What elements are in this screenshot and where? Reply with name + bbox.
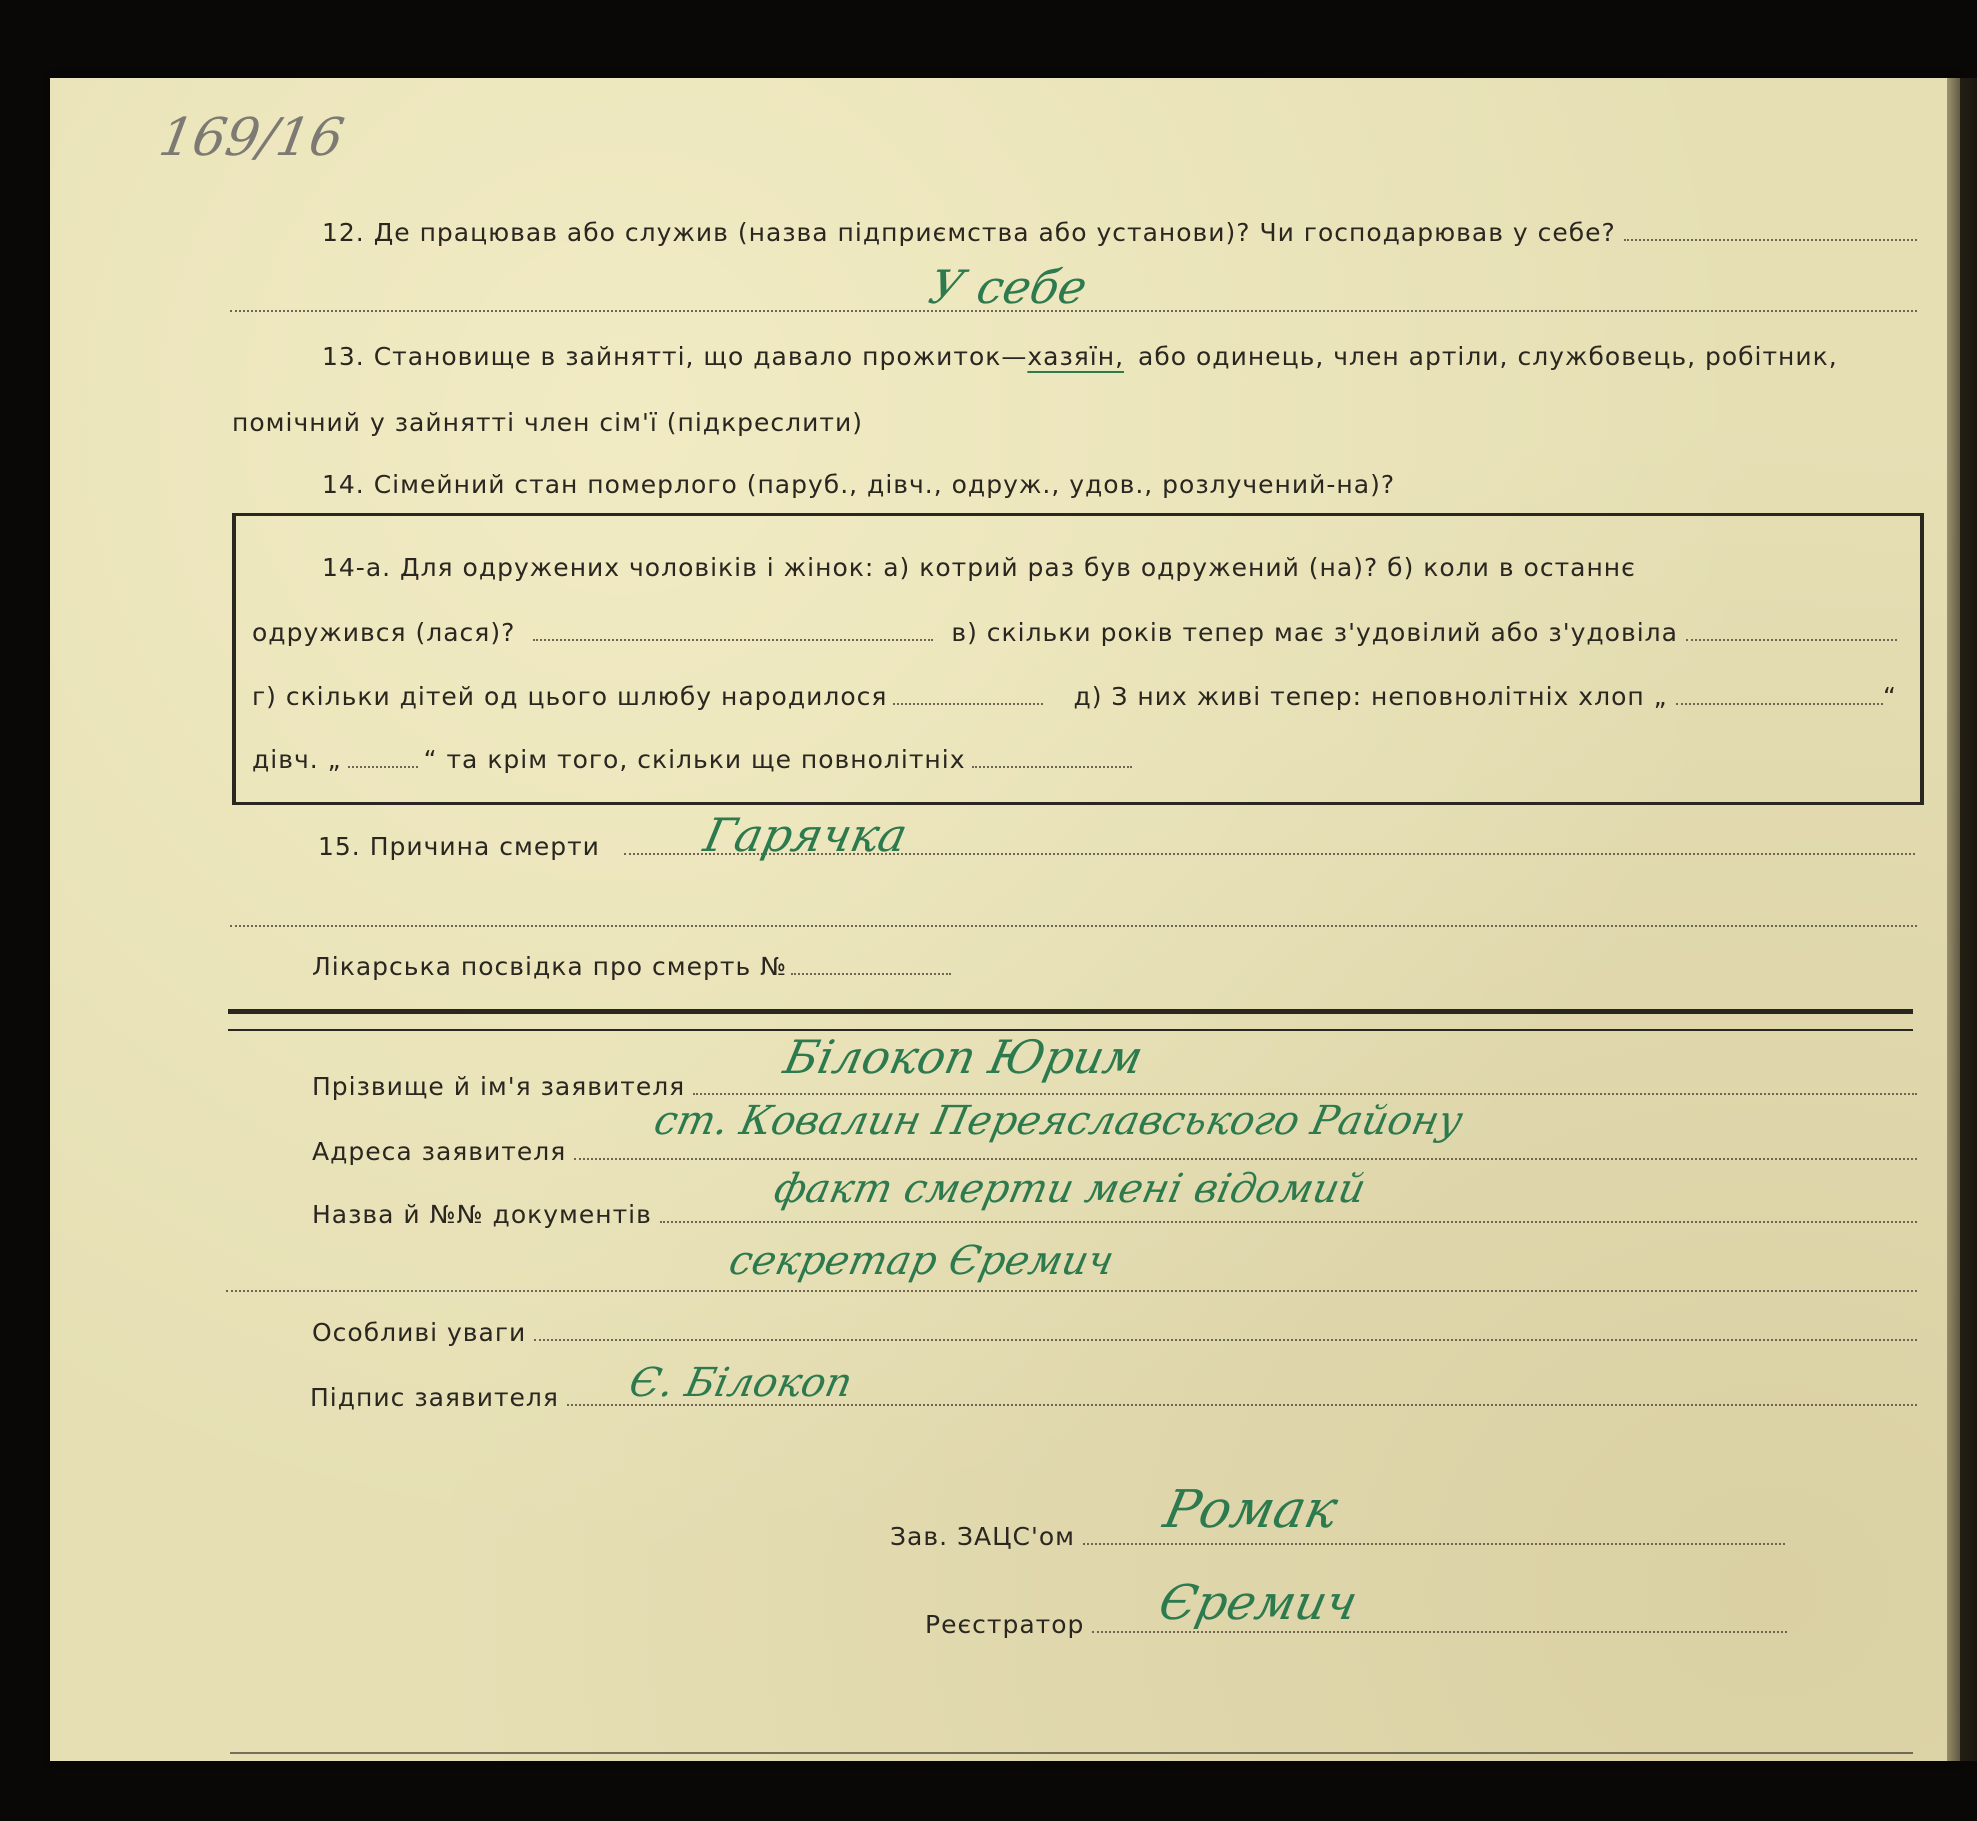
q14a-line2 — [252, 618, 1897, 647]
applicant-address-line — [574, 1158, 1917, 1160]
q14a-text-line4a: дівч. „ — [252, 745, 342, 774]
q12-answer: У себе — [924, 260, 1092, 314]
applicant-address-label: Адреса заявителя — [312, 1137, 567, 1166]
applicant-address-value: ст. Ковалин Переяславського Району — [650, 1098, 1467, 1144]
q14a-line2-blank1 — [533, 639, 933, 641]
q14a-line3-blank1 — [893, 703, 1043, 705]
medical-number-blank — [791, 973, 951, 975]
applicant-surname-line — [693, 1093, 1917, 1095]
registrar-signature: Єремич — [1154, 1575, 1363, 1631]
q14a-text-line3b: д) З них живі тепер: неповнолітніх хлоп „ — [1073, 682, 1668, 711]
q14a-text-line1: 14-а. Для одружених чоловіків і жінок: а) котрий раз був одружений (на)? б) коли в останнє — [322, 553, 1636, 582]
q14a-text-line3c: “ — [1883, 682, 1897, 711]
section-divider-thick — [228, 1009, 1913, 1014]
applicant-notes-line — [534, 1339, 1917, 1341]
q14a-line1 — [322, 553, 1636, 582]
applicant-signature-row — [310, 1383, 1917, 1412]
q15-row — [318, 832, 1915, 861]
applicant-docs-value-line1: факт смерти мені відомий — [770, 1166, 1370, 1212]
q13-text-line2: помічний у зайнятті член сім'ї (підкреслити) — [232, 408, 863, 437]
q14a-text-line2a: одружився (лася)? — [252, 618, 516, 647]
medical-label: Лікарська посвідка про смерть № — [312, 952, 788, 981]
applicant-signature-value: Є. Білокоп — [625, 1360, 857, 1406]
applicant-notes-label: Особливі уваги — [312, 1318, 527, 1347]
registrar-label: Реєстратор — [925, 1610, 1085, 1639]
q14a-line2-blank2 — [1686, 639, 1897, 641]
q14a-line4-blank1 — [348, 766, 418, 768]
q15-label: 15. Причина смерти — [318, 832, 600, 861]
q13-underlined-option: хазяїн, — [1027, 342, 1125, 371]
q14-question: 14. Сімейний стан померлого (паруб., дівч., одруж., удов., розлучений-на)? — [322, 470, 1396, 499]
q14a-text-line3a: г) скільки дітей од цього шлюбу народилося — [252, 682, 888, 711]
registrar-signature-line — [1092, 1631, 1787, 1633]
q15-answer: Гарячка — [699, 808, 913, 862]
q12-question: 12. Де працював або служив (назва підприємства або установи)? Чи господарював у себе? — [322, 218, 1616, 247]
q13-text-a: 13. Становище в зайнятті, що давало прожиток— — [322, 342, 1028, 371]
q14-row — [322, 470, 1395, 499]
registrar-row — [925, 1610, 1787, 1639]
head-row — [890, 1522, 1785, 1551]
q14a-text-line4b: “ та крім того, скільки ще повнолітніх — [423, 745, 966, 774]
bottom-rule — [230, 1752, 1913, 1754]
page-edge-shadow — [1947, 78, 1977, 1761]
head-signature: Ромак — [1158, 1480, 1343, 1540]
q13-line2 — [232, 408, 863, 437]
q12-row — [322, 218, 1917, 247]
applicant-signature-label: Підпис заявителя — [310, 1383, 559, 1412]
head-label: Зав. ЗАЦС'ом — [890, 1522, 1075, 1551]
applicant-docs-line — [660, 1221, 1917, 1223]
q14a-line3-blank2 — [1676, 703, 1883, 705]
applicant-notes-row — [312, 1318, 1917, 1347]
q13-text-b: або одинець, член артіли, службовець, робітник, — [1138, 342, 1838, 371]
medical-row — [312, 952, 951, 981]
form-page — [50, 78, 1960, 1761]
applicant-docs-label: Назва й №№ документів — [312, 1200, 652, 1229]
q15-second-line — [230, 925, 1917, 927]
archive-number: 169/16 — [154, 108, 349, 168]
q12-dotted-line — [1624, 239, 1917, 241]
applicant-docs-second-line — [226, 1290, 1917, 1292]
q14a-text-line2b: в) скільки років тепер має з'удовілий або з'удовіла — [951, 618, 1678, 647]
q13-line1 — [322, 342, 1838, 371]
q14a-line3 — [252, 682, 1897, 711]
applicant-docs-value-line2: секретар Єремич — [725, 1238, 1118, 1284]
q14a-line4 — [252, 745, 1132, 774]
q14a-line4-blank2 — [972, 766, 1132, 768]
head-signature-line — [1083, 1543, 1785, 1545]
applicant-surname-value: Білокоп Юрим — [779, 1030, 1148, 1084]
applicant-surname-label: Прізвище й ім'я заявителя — [312, 1072, 686, 1101]
